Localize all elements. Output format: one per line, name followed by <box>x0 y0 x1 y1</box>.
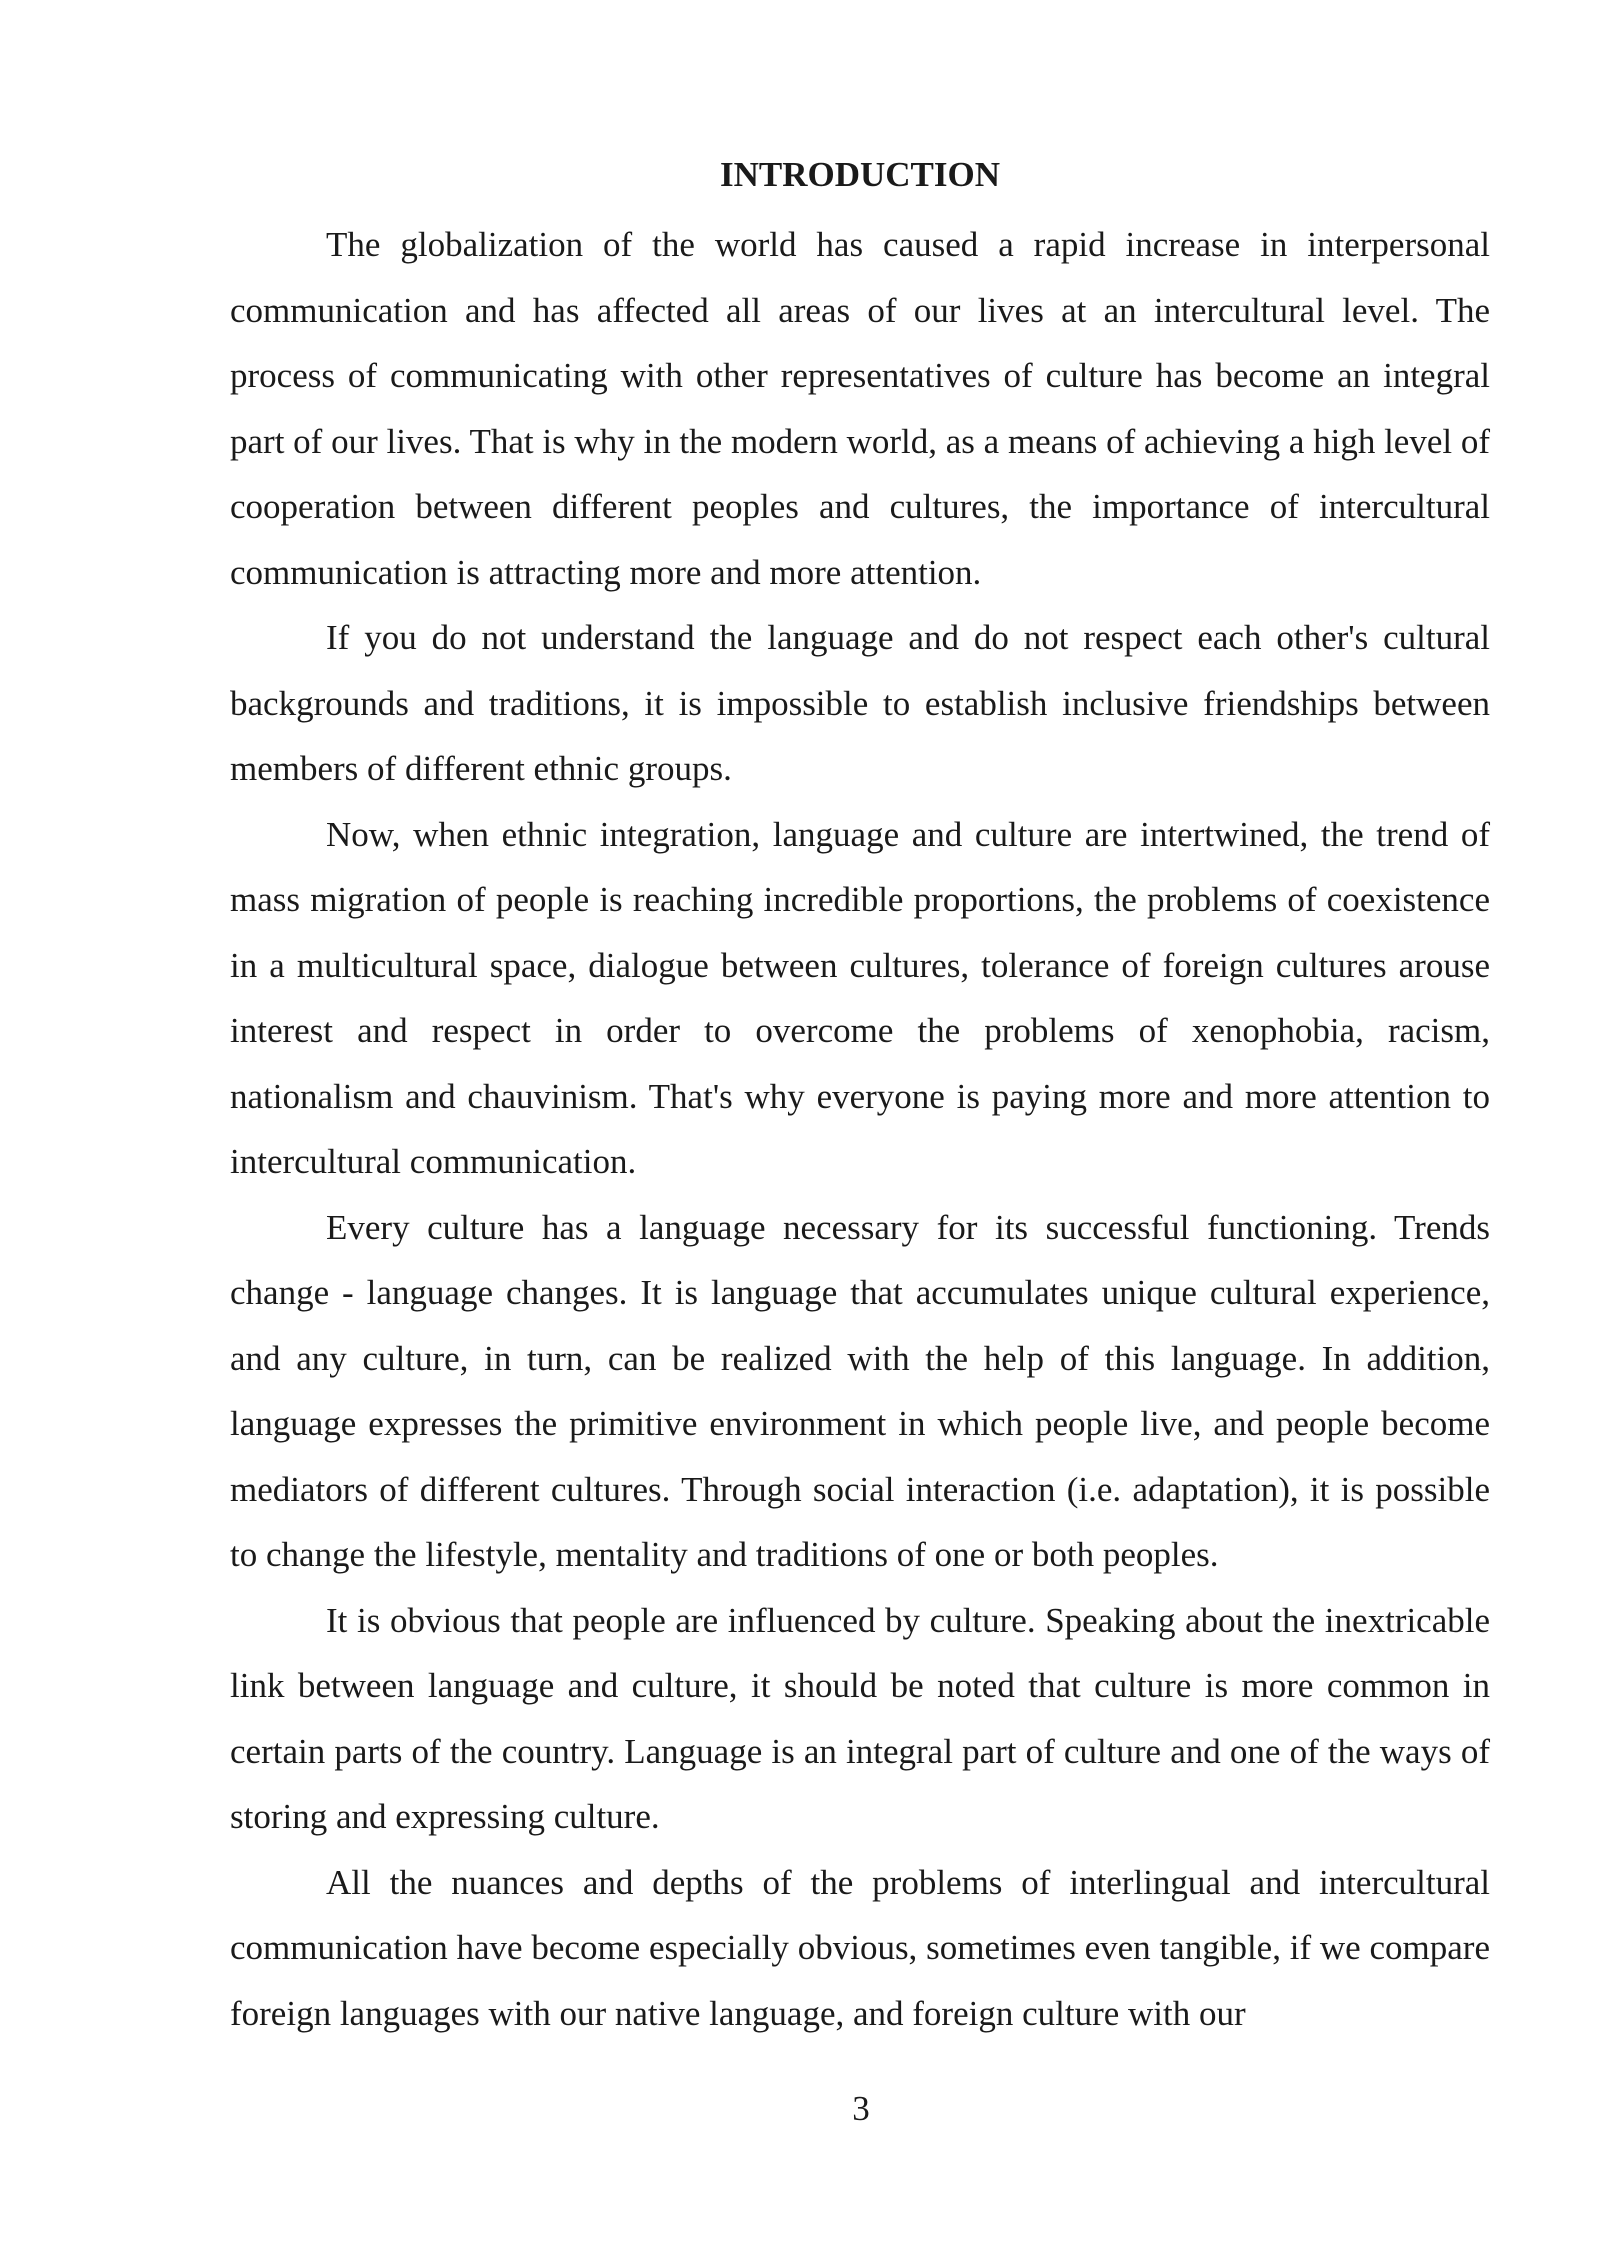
paragraph-4: Every culture has a language necessary for its successful functioning. Trends change - language changes. It is language that accumulates unique cultural experience, and any culture, in turn, can be realized with the help of this language. In addition, language expresses the primitive environment in which people live, and people become mediators of different cultures. Through social interaction (i.e. adaptation), it is possible to change the lifestyle, mentality and traditions of one or both peoples. <box>230 1207 1490 1574</box>
paragraph-2: If you do not understand the language and do not respect each other's cultural backgrounds and traditions, it is impossible to establish inclusive friendships between members of different ethnic groups. <box>230 618 1490 788</box>
paragraph-3: Now, when ethnic integration, language and culture are intertwined, the trend of mass migration of people is reaching incredible proportions, the problems of coexistence in a multicultural space, dialogue between cultures, tolerance of foreign cultures arouse interest and respect in order to overcome the problems of xenophobia, racism, nationalism and chauvinism. That's why everyone is paying more and more attention to intercultural communication. <box>230 814 1490 1181</box>
paragraph-1: The globalization of the world has caused a rapid increase in interpersonal communication and has affected all areas of our lives at an intercultural level. The process of communicating with other representatives of culture has become an integral part of our lives. That is why in the modern world, as a means of achieving a high level of cooperation between different peoples and cultures, the importance of intercultural communication is attracting more and more attention. <box>230 225 1490 592</box>
document-page <box>230 148 1490 2046</box>
paragraph-6: All the nuances and depths of the problems of interlingual and intercultural communication have become especially obvious, sometimes even tangible, if we compare foreign languages with our native language, and foreign culture with our <box>230 1862 1490 2033</box>
paragraph-5: It is obvious that people are influenced by culture. Speaking about the inextricable link between language and culture, it should be noted that culture is more common in certain parts of the country. Language is an integral part of culture and one of the ways of storing and expressing culture. <box>230 1600 1490 1836</box>
section-heading: INTRODUCTION <box>719 155 1001 194</box>
page-number: 3 <box>852 2089 870 2128</box>
